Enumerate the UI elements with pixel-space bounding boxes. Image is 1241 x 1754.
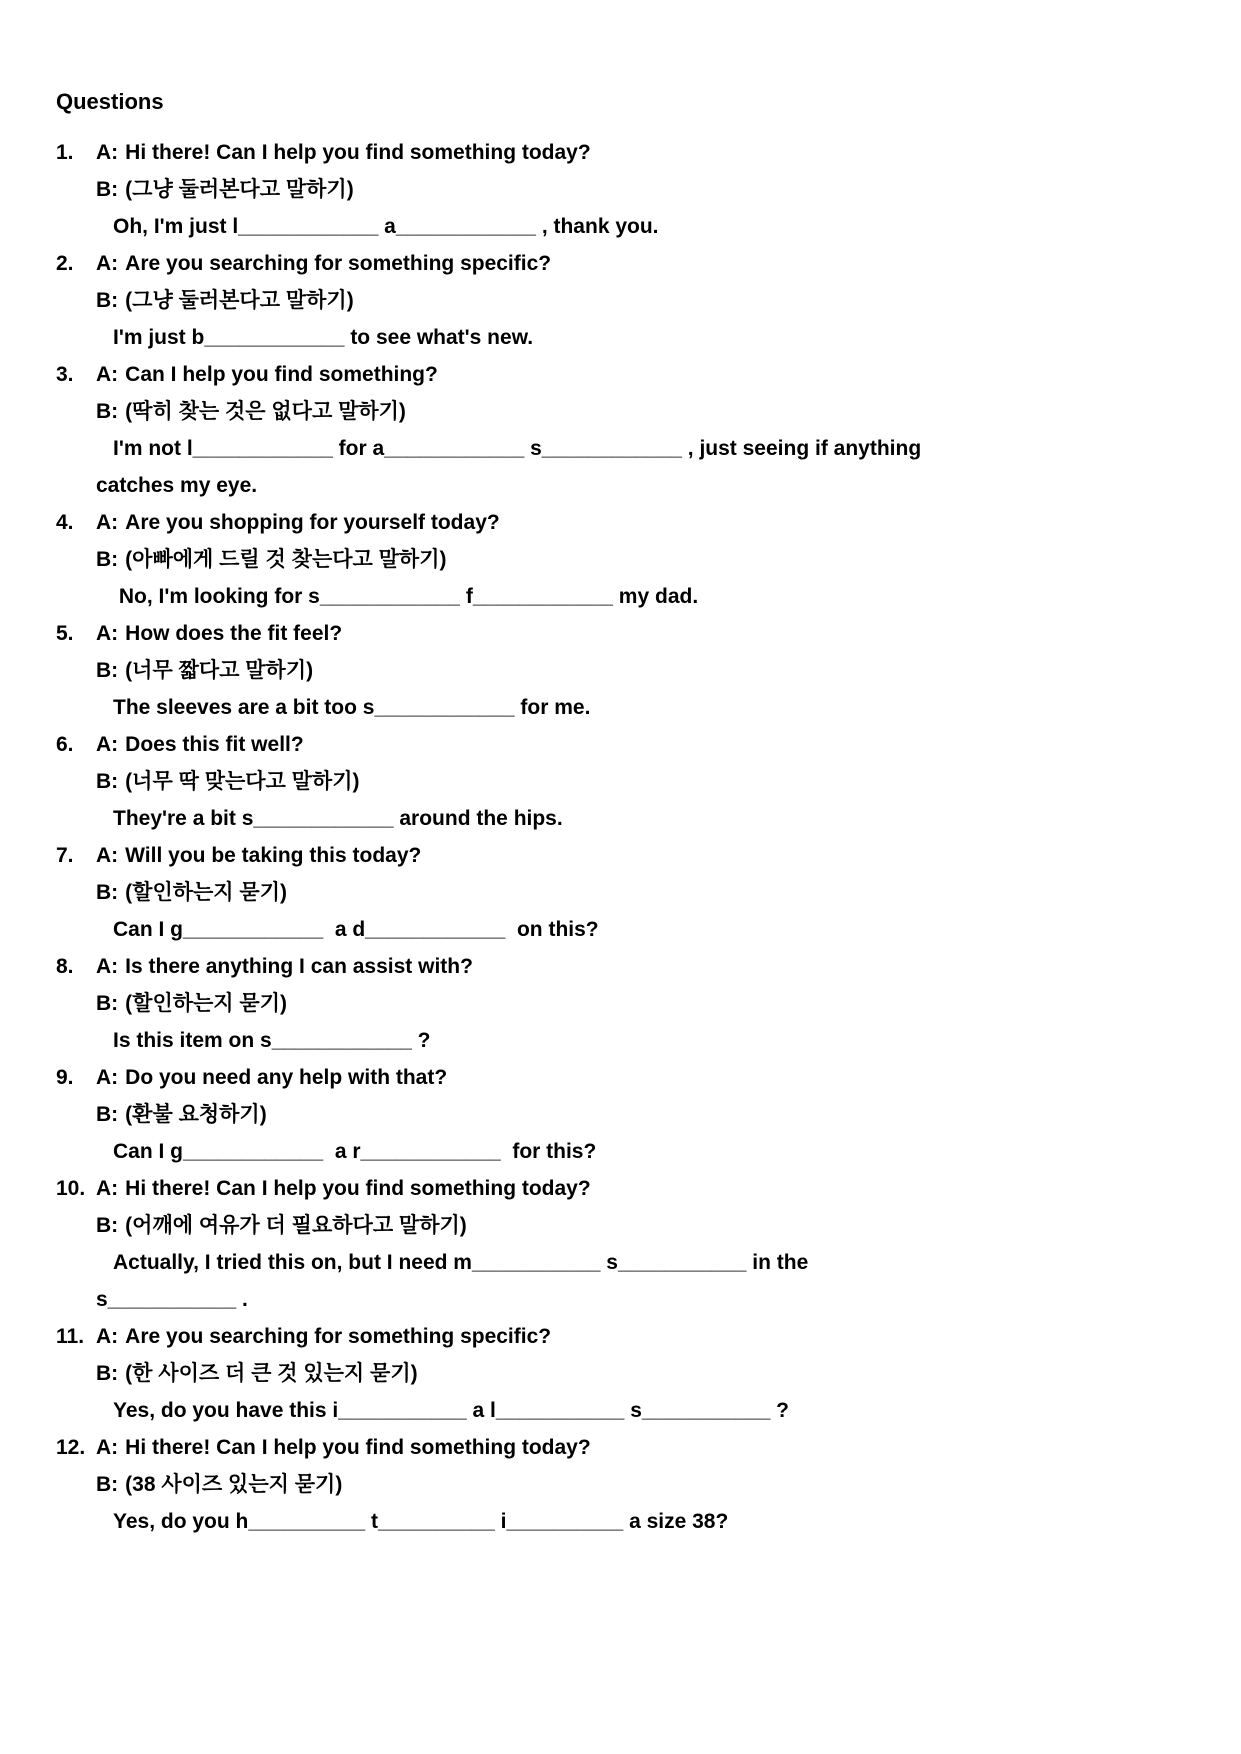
dialogue-b-prompt: (너무 딱 맞는다고 말하기): [125, 770, 360, 793]
speaker-a-label: A:: [96, 252, 119, 275]
speaker-b-label: B:: [96, 659, 119, 682]
dialogue-a-row: [56, 245, 1201, 282]
answer-line: No, I'm looking for s____________ f____________ my dad.: [113, 585, 699, 608]
dialogue-a-text: Hi there! Can I help you find something today?: [125, 1177, 591, 1200]
answer-row: [56, 911, 1201, 948]
speaker-a-label: A:: [96, 1325, 119, 1348]
dialogue-b-prompt: (아빠에게 드릴 것 찾는다고 말하기): [125, 548, 447, 571]
question-4: [56, 504, 1201, 615]
speaker-a-label: A:: [96, 622, 119, 645]
answer-row-continuation: [56, 467, 1201, 504]
answer-row: [56, 1244, 1201, 1281]
answer-line: Yes, do you have this i___________ a l___________ s___________ ?: [113, 1399, 790, 1422]
speaker-b-label: B:: [96, 1103, 119, 1126]
speaker-b-label: B:: [96, 992, 119, 1015]
answer-row: [56, 319, 1201, 356]
answer-row: [56, 1392, 1201, 1429]
question-1: [56, 134, 1201, 245]
answer-row: [56, 1133, 1201, 1170]
dialogue-b-row: [56, 282, 1201, 319]
question-number: 10.: [56, 1177, 86, 1200]
speaker-b-label: B:: [96, 178, 119, 201]
answer-line-continuation: catches my eye.: [96, 474, 258, 497]
dialogue-a-row: [56, 134, 1201, 171]
question-number: 2.: [56, 252, 74, 275]
answer-line: The sleeves are a bit too s____________ for me.: [113, 696, 591, 719]
answer-row: [56, 208, 1201, 245]
dialogue-a-text: Are you shopping for yourself today?: [125, 511, 500, 534]
dialogue-b-prompt: (할인하는지 묻기): [125, 881, 287, 904]
answer-row: [56, 430, 1201, 467]
question-number: 3.: [56, 363, 74, 386]
dialogue-a-text: Will you be taking this today?: [125, 844, 422, 867]
question-8: [56, 948, 1201, 1059]
answer-row: [56, 800, 1201, 837]
dialogue-b-row: [56, 1207, 1201, 1244]
question-10: [56, 1170, 1201, 1318]
dialogue-b-prompt: (어깨에 여유가 더 필요하다고 말하기): [125, 1214, 467, 1237]
speaker-b-label: B:: [96, 1362, 119, 1385]
dialogue-b-row: [56, 171, 1201, 208]
speaker-b-label: B:: [96, 770, 119, 793]
dialogue-a-row: [56, 948, 1201, 985]
answer-line: Yes, do you h__________ t__________ i__________ a size 38?: [113, 1510, 729, 1533]
question-number: 1.: [56, 141, 74, 164]
answer-line: They're a bit s____________ around the hips.: [113, 807, 563, 830]
question-number: 9.: [56, 1066, 74, 1089]
question-2: [56, 245, 1201, 356]
answer-line: Is this item on s____________ ?: [113, 1029, 431, 1052]
dialogue-b-row: [56, 763, 1201, 800]
speaker-a-label: A:: [96, 363, 119, 386]
question-number: 7.: [56, 844, 74, 867]
answer-row: [56, 689, 1201, 726]
dialogue-a-row: [56, 1318, 1201, 1355]
question-number: 11.: [56, 1325, 85, 1348]
dialogue-a-text: Does this fit well?: [125, 733, 304, 756]
answer-row: [56, 578, 1201, 615]
dialogue-a-text: Do you need any help with that?: [125, 1066, 448, 1089]
dialogue-b-prompt: (한 사이즈 더 큰 것 있는지 묻기): [125, 1362, 418, 1385]
page-title: Questions: [56, 89, 164, 114]
answer-row: [56, 1503, 1201, 1540]
dialogue-b-row: [56, 1355, 1201, 1392]
dialogue-a-row: [56, 837, 1201, 874]
answer-line: I'm not l____________ for a____________ s____________ , just seeing if anything: [113, 437, 922, 460]
speaker-a-label: A:: [96, 1436, 119, 1459]
dialogue-b-prompt: (그냥 둘러본다고 말하기): [125, 289, 354, 312]
dialogue-a-row: [56, 504, 1201, 541]
answer-line: Oh, I'm just l____________ a____________ , thank you.: [113, 215, 659, 238]
dialogue-b-prompt: (할인하는지 묻기): [125, 992, 287, 1015]
question-7: [56, 837, 1201, 948]
dialogue-b-prompt: (그냥 둘러본다고 말하기): [125, 178, 354, 201]
dialogue-a-text: Hi there! Can I help you find something today?: [125, 1436, 591, 1459]
dialogue-b-prompt: (딱히 찾는 것은 없다고 말하기): [125, 400, 406, 423]
dialogue-b-prompt: (너무 짧다고 말하기): [125, 659, 314, 682]
speaker-a-label: A:: [96, 1066, 119, 1089]
dialogue-a-text: Can I help you find something?: [125, 363, 438, 386]
dialogue-a-row: [56, 615, 1201, 652]
speaker-b-label: B:: [96, 881, 119, 904]
speaker-b-label: B:: [96, 400, 119, 423]
dialogue-b-row: [56, 1096, 1201, 1133]
dialogue-b-row: [56, 985, 1201, 1022]
question-12: [56, 1429, 1201, 1540]
question-11: [56, 1318, 1201, 1429]
dialogue-a-row: [56, 1059, 1201, 1096]
answer-line: I'm just b____________ to see what's new.: [113, 326, 534, 349]
dialogue-a-row: [56, 356, 1201, 393]
question-number: 4.: [56, 511, 74, 534]
question-3: [56, 356, 1201, 504]
question-6: [56, 726, 1201, 837]
answer-row-continuation: [56, 1281, 1201, 1318]
answer-line: Can I g____________ a d____________ on this?: [113, 918, 599, 941]
dialogue-b-prompt: (환불 요청하기): [125, 1103, 267, 1126]
question-number: 8.: [56, 955, 74, 978]
dialogue-b-row: [56, 1466, 1201, 1503]
speaker-b-label: B:: [96, 548, 119, 571]
speaker-a-label: A:: [96, 733, 119, 756]
answer-line: Can I g____________ a r____________ for this?: [113, 1140, 597, 1163]
question-5: [56, 615, 1201, 726]
dialogue-b-row: [56, 541, 1201, 578]
dialogue-a-text: Are you searching for something specific?: [125, 252, 552, 275]
dialogue-a-row: [56, 1429, 1201, 1466]
question-number: 6.: [56, 733, 74, 756]
dialogue-a-text: How does the fit feel?: [125, 622, 343, 645]
dialogue-a-text: Is there anything I can assist with?: [125, 955, 473, 978]
speaker-a-label: A:: [96, 511, 119, 534]
dialogue-a-text: Hi there! Can I help you find something today?: [125, 141, 591, 164]
dialogue-b-row: [56, 652, 1201, 689]
speaker-a-label: A:: [96, 1177, 119, 1200]
answer-line: Actually, I tried this on, but I need m___________ s___________ in the: [113, 1251, 809, 1274]
answer-row: [56, 1022, 1201, 1059]
speaker-a-label: A:: [96, 141, 119, 164]
question-number: 5.: [56, 622, 74, 645]
dialogue-b-row: [56, 874, 1201, 911]
question-9: [56, 1059, 1201, 1170]
dialogue-b-row: [56, 393, 1201, 430]
speaker-b-label: B:: [96, 1473, 119, 1496]
speaker-a-label: A:: [96, 955, 119, 978]
speaker-b-label: B:: [96, 289, 119, 312]
speaker-a-label: A:: [96, 844, 119, 867]
dialogue-b-prompt: (38 사이즈 있는지 묻기): [125, 1473, 343, 1496]
dialogue-a-text: Are you searching for something specific?: [125, 1325, 552, 1348]
dialogue-a-row: [56, 726, 1201, 763]
answer-line-continuation: s___________ .: [96, 1288, 248, 1311]
question-number: 12.: [56, 1436, 86, 1459]
dialogue-a-row: [56, 1170, 1201, 1207]
speaker-b-label: B:: [96, 1214, 119, 1237]
